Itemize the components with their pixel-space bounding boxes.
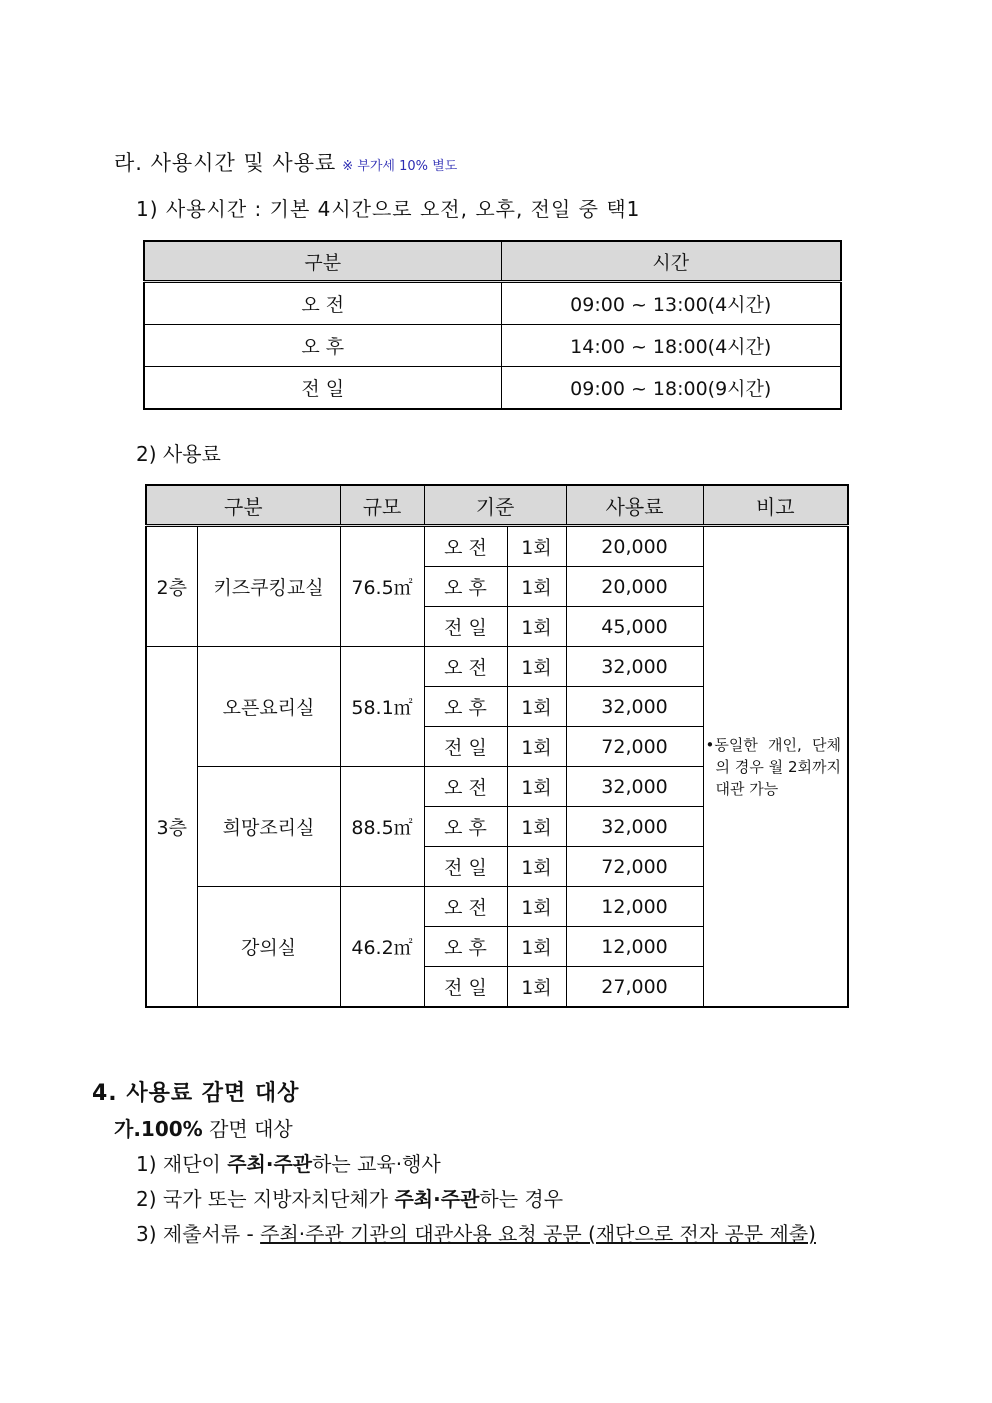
usage-fee-item: 2) 사용료 [136,442,221,466]
room-name-cell: 오픈요리실 [197,647,340,767]
fee-cell: 72,000 [566,847,703,887]
vat-note: ※ 부가세 10% 별도 [342,159,458,174]
table-cell: 09:00 ~ 18:00(9시간) [501,367,841,410]
table-header: 구분 [146,485,340,526]
usage-time-table [143,240,842,410]
table-header: 사용료 [566,485,703,526]
fee-cell: 72,000 [566,727,703,767]
table-header: 시간 [501,241,841,282]
table-header: 기준 [424,485,566,526]
period-cell: 오 후 [424,807,507,847]
room-name-cell: 강의실 [197,887,340,1008]
room-size-cell: 46.2㎡ [340,887,424,1008]
table-header-row [146,485,848,526]
table-row [146,526,848,567]
item-text: 하는 교육·행사 [312,1152,441,1176]
count-cell: 1회 [507,607,566,647]
fee-cell: 32,000 [566,647,703,687]
count-cell: 1회 [507,967,566,1008]
period-cell: 전 일 [424,847,507,887]
count-cell: 1회 [507,727,566,767]
period-cell: 전 일 [424,607,507,647]
item-underlined-text: 주최·주관 기관의 대관사용 요청 공문 (재단으로 전자 공문 제출) [260,1222,816,1246]
section-4-title: 4. 사용료 감면 대상 [92,1081,300,1106]
item-text: 하는 경우 [479,1187,564,1211]
remark-cell [703,526,848,1008]
period-cell: 전 일 [424,967,507,1008]
count-cell: 1회 [507,847,566,887]
room-size-cell: 76.5㎡ [340,526,424,647]
table-header: 비고 [703,485,848,526]
table-row [144,325,841,367]
count-cell: 1회 [507,767,566,807]
item-text: 3) 제출서류 - [136,1222,261,1246]
table-row [144,282,841,325]
item-text: 2) 국가 또는 지방자치단체가 [136,1187,395,1211]
floor-cell: 3층 [146,647,197,1008]
period-cell: 오 후 [424,927,507,967]
count-cell: 1회 [507,887,566,927]
period-cell: 오 전 [424,767,507,807]
fee-cell: 32,000 [566,687,703,727]
fee-cell: 45,000 [566,607,703,647]
count-cell: 1회 [507,927,566,967]
count-cell: 1회 [507,526,566,567]
usage-time-item: 1) 사용시간 : 기본 4시간으로 오전, 오후, 전일 중 택1 [136,197,641,221]
table-header: 구분 [144,241,501,282]
item-bold-text: 주최·주관 [394,1187,480,1211]
table-cell: 14:00 ~ 18:00(4시간) [501,325,841,367]
fee-cell: 12,000 [566,927,703,967]
period-cell: 오 후 [424,687,507,727]
room-size-cell: 58.1㎡ [340,647,424,767]
table-cell: 09:00 ~ 13:00(4시간) [501,282,841,325]
fee-cell: 32,000 [566,807,703,847]
reduction-item-2 [136,1183,563,1212]
fee-cell: 20,000 [566,567,703,607]
floor-cell: 2층 [146,526,197,647]
table-header-row [144,241,841,282]
reduction-prefix: 가.100% [114,1117,203,1141]
count-cell: 1회 [507,647,566,687]
fee-cell: 32,000 [566,767,703,807]
period-cell: 전 일 [424,727,507,767]
period-cell: 오 전 [424,647,507,687]
count-cell: 1회 [507,687,566,727]
section-ra-title: 라. 사용시간 및 사용료 [114,151,337,175]
section-ra-heading [114,147,457,177]
item-text: 1) 재단이 [136,1152,228,1176]
reduction-item-3 [136,1218,816,1247]
room-name-cell: 희망조리실 [197,767,340,887]
reduction-rest: 감면 대상 [202,1117,293,1141]
table-cell: 전 일 [144,367,501,410]
item-bold-text: 주최·주관 [227,1152,313,1176]
room-size-cell: 88.5㎡ [340,767,424,887]
table-cell: 오 후 [144,325,501,367]
period-cell: 오 전 [424,887,507,927]
count-cell: 1회 [507,807,566,847]
table-header: 규모 [340,485,424,526]
room-name-cell: 키즈쿠킹교실 [197,526,340,647]
reduction-item-1 [136,1148,441,1177]
table-cell: 오 전 [144,282,501,325]
period-cell: 오 전 [424,526,507,567]
fee-cell: 27,000 [566,967,703,1008]
fee-cell: 20,000 [566,526,703,567]
table-row [144,367,841,410]
usage-fee-table [145,484,849,1008]
remark-text: •동일한 개인, 단체의 경우 월 2회까지 대관 가능 [705,735,841,798]
fee-cell: 12,000 [566,887,703,927]
count-cell: 1회 [507,567,566,607]
period-cell: 오 후 [424,567,507,607]
reduction-subheading [114,1113,293,1142]
